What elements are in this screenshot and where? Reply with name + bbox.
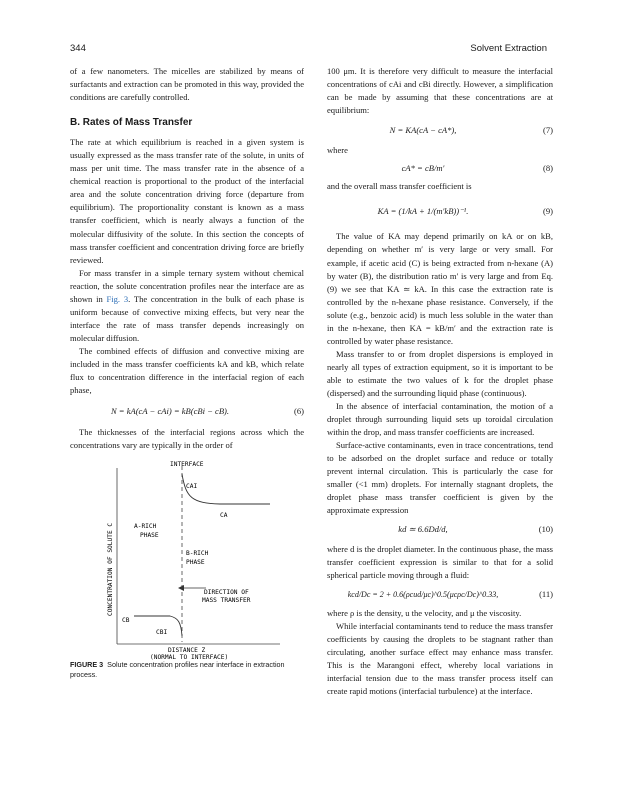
paragraph: and the overall mass transfer coefficient is	[327, 181, 472, 192]
x-axis-label-1: DISTANCE Z	[168, 647, 206, 654]
cb-label: CB	[122, 617, 130, 624]
figure-caption: FIGURE 3 Solute concentration profiles near interface in extraction process.	[70, 660, 285, 679]
direction-label-2: MASS TRANSFER	[202, 597, 251, 604]
paragraph: The thicknesses of the interfacial regions across which the concentrations vary are typically in the order of	[70, 427, 304, 451]
paragraph: where	[327, 145, 348, 156]
equation-8: cA* = cB/m′ (8)	[401, 163, 553, 174]
cbi-label: CBI	[156, 629, 168, 636]
direction-label-1: DIRECTION OF	[204, 589, 249, 596]
b-rich-label: B-RICH	[186, 550, 209, 557]
b-rich-phase-label: PHASE	[186, 559, 205, 566]
section-heading: B. Rates of Mass Transfer	[70, 117, 193, 129]
page-number: 344	[70, 43, 86, 54]
paragraph: The combined effects of diffusion and convective mixing are included in the mass transfer coefficients kA and kB, which relate flux to concentration difference in the interfacial region of each phase,	[70, 345, 304, 396]
running-title: Solvent Extraction	[470, 43, 547, 54]
paragraph: where d is the droplet diameter. In the continuous phase, the mass transfer coefficient expression is similar to that for a solid spherical particle moving through a fluid:	[327, 543, 553, 580]
ca-label: CA	[220, 512, 228, 519]
equation-9: KA = (1/kA + 1/(m′kB))⁻¹. (9)	[377, 206, 553, 217]
y-axis-label: CONCENTRATION OF SOLUTE C	[107, 522, 114, 616]
paragraph: of a few nanometers. The micelles are stabilized by means of surfactants and extraction can be promoted in this way, provided the conditions are carefully controlled.	[70, 66, 304, 103]
a-rich-phase-label: PHASE	[140, 532, 159, 539]
paragraph: The rate at which equilibrium is reached in a given system is usually expressed as the mass transfer rate of the solute, in units of mass per unit time. The mass transfer rate in the absence of a chemical reaction is proportional to the product of the interfacial area and the solute concentration driving force (departure from equilibrium). The proportionality constant is known as a mass transfer coefficient, which is nearly always a function of the molecular diffusivity of the solute. In this section the concepts of mass transfer coefficient and concentration driving force are briefly reviewed.	[70, 137, 304, 265]
x-axis-label-2: (NORMAL TO INTERFACE)	[150, 654, 229, 660]
interface-label: INTERFACE	[170, 461, 204, 468]
figure-link[interactable]: Fig. 3	[106, 293, 129, 304]
paragraph: In the absence of interfacial contamination, the motion of a droplet through surrounding liquid sets up toroidal circulation within the drop, and mass transfer coefficients are increased.	[327, 401, 553, 438]
paragraph: Mass transfer to or from droplet dispersions is employed in nearly all types of extraction equipment, so it is important to be able to estimate the two values of k for the droplet phase (dispersed) and the surrounding liquid phase (continuous).	[327, 348, 553, 398]
arrow-head	[178, 585, 184, 591]
equation-6: N = kA(cA − cAi) = kB(cBi − cB). (6)	[110, 406, 304, 417]
figure-3-diagram	[70, 458, 310, 660]
paragraph: While interfacial contaminants tend to reduce the mass transfer coefficients by causing the droplets to be stagnant rather than circulating, another surface effect may enhance mass transfer. This is the Marangoni effect, whereby local variations in interfacial tension due to the mass transfer process itself can create rapid motions (interfacial turbulence) at the interface.	[327, 620, 553, 696]
equation-7: N = KA(cA − cA*), (7)	[389, 125, 553, 136]
a-rich-label: A-RICH	[134, 523, 157, 530]
paragraph: Surface-active contaminants, even in trace concentrations, tend to be adsorbed on the droplet surface and reduce or totally prevent internal circulation. This is particularly the case for smaller (<1 mm) droplets. For internally stagnant droplets, the droplet phase mass transfer coefficient is given by the approximate expression	[327, 440, 553, 516]
equation-11: kcd/Dc = 2 + 0.6(ρcud/μc)^0.5(μcρc/Dc)^0.33, (11)	[347, 588, 553, 599]
cai-label: CAI	[186, 483, 198, 490]
paragraph: The value of KA may depend primarily on kA or on kB, depending on whether m′ is very large or very small. For example, if acetic acid (C) is being extracted from n-hexane (A) by water (B), the distribution ratio m′ is very large and from Eq. (9) we see that KA ≃ kA. In this case the extraction rate is controlled by the n-hexane phase resistance. Conversely, if the solute (e.g., benzoic acid) is much less soluble in the water than in the n-hexane, then KA = kB/m′ and the extraction rate is controlled by water phase resistance.	[327, 231, 553, 346]
left-column	[70, 65, 304, 452]
equation-10: kd ≃ 6.6Dd/d, (10)	[398, 524, 553, 535]
paragraph: For mass transfer in a simple ternary system without chemical reaction, the solute concentration profiles near the interface are as shown in Fig. 3. The concentration in the bulk of each phase is uniform because of convective mixing effects, but very near the interface the rate of mass transfer depends increasingly on molecular diffusion.	[70, 267, 305, 343]
right-column	[327, 65, 553, 698]
paragraph: where ρ is the density, u the velocity, and μ the viscosity.	[327, 607, 522, 618]
paragraph: 100 μm. It is therefore very difficult to measure the interfacial concentrations of cAi and cBi directly. However, a simplification can be made by assuming that these concentrations are at equilibrium:	[327, 66, 553, 116]
